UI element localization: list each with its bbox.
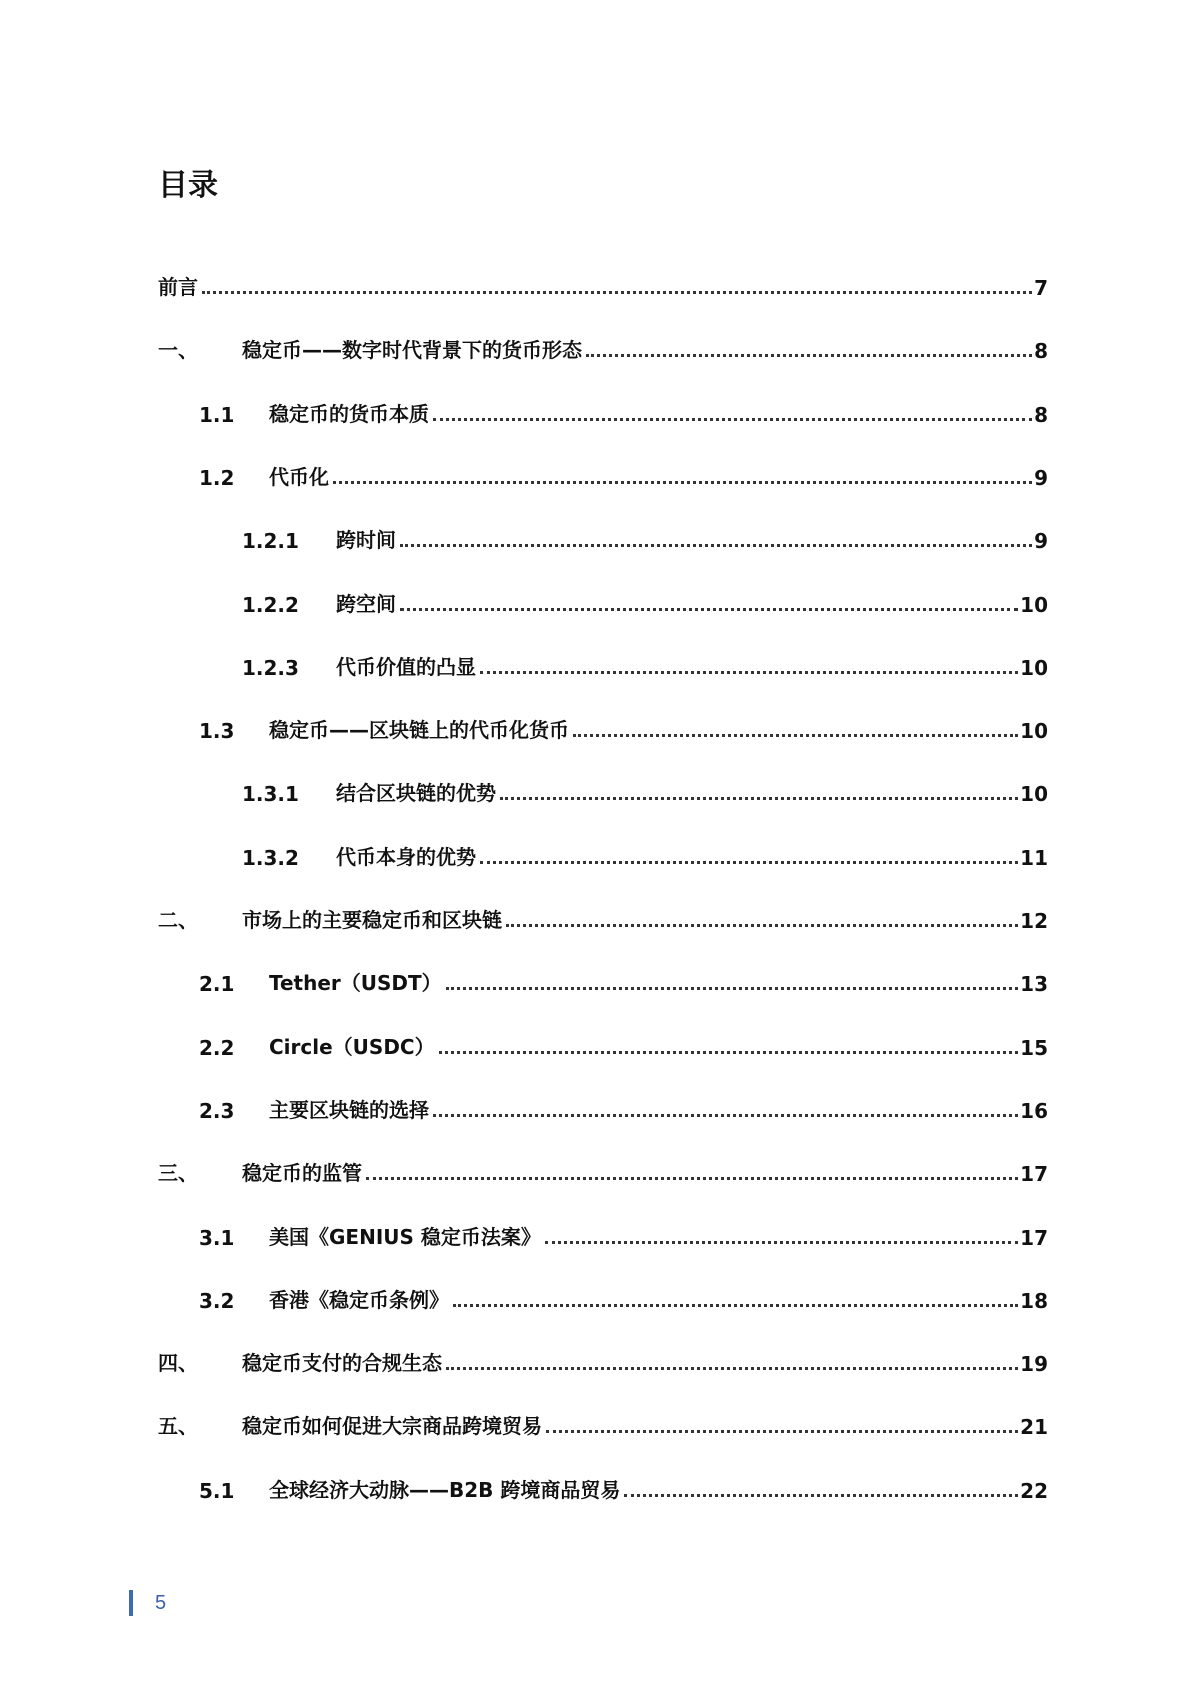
toc-entry-page: 10 [1020,782,1048,807]
dot-leader [439,1051,1019,1054]
dot-leader [506,924,1018,927]
toc-entry-page: 8 [1034,402,1048,427]
toc-entry-page: 8 [1034,339,1048,364]
toc-entry-page: 11 [1020,845,1048,870]
toc-entry-number: 1.2.1 [242,529,299,554]
toc-entry-page: 15 [1020,1035,1048,1060]
toc-entry[interactable] [242,523,1048,554]
toc-entry-number: 三、 [158,1161,198,1186]
dot-leader [624,1494,1018,1497]
dot-leader [446,987,1018,990]
toc-entry-page: 16 [1020,1098,1048,1123]
toc-entry-number: 1.2 [199,465,235,490]
toc-entry-title: 稳定币——数字时代背景下的货币形态 [242,334,586,363]
toc-entry-page: 10 [1020,655,1048,680]
dot-leader [586,354,1032,357]
toc-entry-page: 22 [1020,1478,1048,1503]
toc-entry[interactable] [242,840,1048,870]
toc-entry-page: 10 [1020,719,1048,744]
toc-entry-page: 18 [1020,1288,1048,1313]
toc-entry[interactable] [158,1409,1048,1440]
toc-entry-page: 21 [1020,1415,1048,1440]
toc-entry[interactable] [199,966,1048,997]
toc-entry-title: 稳定币的监管 [242,1157,366,1186]
toc-entry[interactable] [199,460,1048,490]
toc-entry-title: 代币本身的优势 [336,841,480,870]
toc-entry-number: 一、 [158,338,198,363]
toc-entry-title: 美国《GENIUS 稳定币法案》 [269,1221,545,1250]
toc-entry[interactable] [199,1030,1048,1060]
page-footer [129,1590,166,1616]
toc-entry-title: 稳定币——区块链上的代币化货币 [269,714,573,743]
toc-entry-number: 1.3.1 [242,782,299,807]
toc-entry[interactable] [242,587,1048,617]
dot-leader [202,291,1032,294]
toc-entry-number: 2.3 [199,1098,235,1123]
toc-entry-title: 香港《稳定币条例》 [269,1284,453,1313]
dot-leader [546,1430,1018,1433]
toc-entry-number: 1.1 [199,402,235,427]
page-number: 5 [155,1591,167,1614]
dot-leader [446,1367,1018,1370]
toc-entry-title: 稳定币如何促进大宗商品跨境贸易 [242,1410,546,1439]
toc-entry-page: 19 [1020,1352,1048,1377]
toc-entry-number: 2.2 [199,1035,235,1060]
dot-leader [453,1304,1018,1307]
toc-entry-number: 3.2 [199,1288,235,1313]
toc-entry-title: 跨时间 [336,524,400,553]
dot-leader [480,861,1018,864]
toc-entry[interactable] [242,776,1048,807]
toc-entry-title: Tether（USDT） [269,967,446,996]
toc-entry[interactable] [158,270,1048,300]
toc-entry-title: 全球经济大动脉——B2B 跨境商品贸易 [269,1474,624,1503]
dot-leader [400,544,1032,547]
toc-entry-number: 1.2.2 [242,592,299,617]
toc-entry[interactable] [158,333,1048,364]
toc-entry-title: 稳定币的货币本质 [269,398,433,427]
toc-title: 目录 [158,168,218,203]
toc-entry-page: 12 [1020,909,1048,933]
toc-entry[interactable] [242,650,1048,680]
toc-entry-number: 四、 [158,1351,198,1376]
dot-leader [433,1114,1018,1117]
toc-entry[interactable] [158,903,1048,933]
toc-entry-page: 9 [1034,529,1048,554]
toc-entry[interactable] [199,1093,1048,1123]
toc-entry[interactable] [199,713,1048,744]
dot-leader [433,418,1032,421]
toc-entry[interactable] [199,397,1048,427]
toc-entry[interactable] [199,1283,1048,1313]
toc-entry-number: 二、 [158,908,198,932]
toc-entry-page: 17 [1020,1162,1048,1187]
toc-entry-page: 13 [1020,972,1048,997]
footer-accent-bar [129,1590,133,1616]
toc-entry-page: 10 [1020,592,1048,617]
toc-entry-page: 17 [1020,1225,1048,1250]
toc-entry-page: 7 [1034,276,1048,300]
toc-entry-title: 前言 [158,271,202,300]
toc-entry[interactable] [158,1346,1048,1377]
toc-entry-number: 2.1 [199,972,235,997]
dot-leader [545,1241,1018,1244]
toc-entry[interactable] [199,1220,1048,1250]
toc-entry-title: 代币价值的凸显 [336,651,480,680]
toc-entry-title: 市场上的主要稳定币和区块链 [242,904,506,933]
toc-entry-number: 3.1 [199,1225,235,1250]
dot-leader [400,608,1018,611]
toc-entry-number: 1.2.3 [242,655,299,680]
toc-entry-title: Circle（USDC） [269,1031,439,1060]
dot-leader [480,671,1018,674]
toc-entry-page: 9 [1034,465,1048,490]
toc-entry-title: 稳定币支付的合规生态 [242,1347,446,1376]
dot-leader [333,481,1032,484]
toc-entry[interactable] [199,1473,1048,1503]
toc-entry-number: 五、 [158,1414,198,1439]
toc-entry-title: 主要区块链的选择 [269,1094,433,1123]
toc-entry-title: 结合区块链的优势 [336,777,500,806]
dot-leader [366,1177,1018,1180]
toc-entry-title: 代币化 [269,461,333,490]
toc-entry-number: 1.3 [199,719,235,744]
toc-entry-number: 1.3.2 [242,845,299,870]
toc-entry-number: 5.1 [199,1478,235,1503]
toc-entry-title: 跨空间 [336,588,400,617]
dot-leader [573,734,1018,737]
dot-leader [500,797,1018,800]
toc-entry[interactable] [158,1156,1048,1187]
